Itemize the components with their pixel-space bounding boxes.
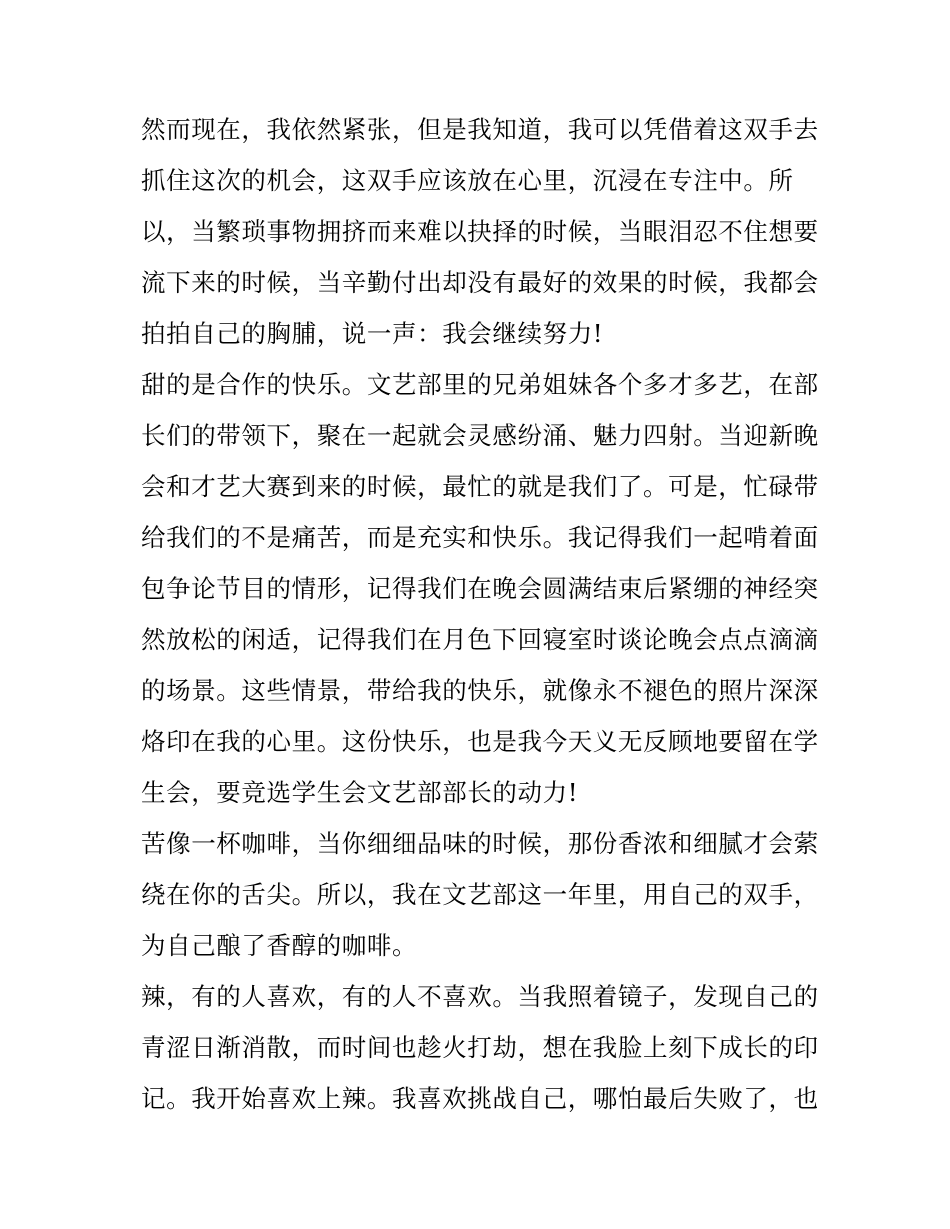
text-line: 苦像一杯咖啡，当你细细品味的时候，那份香浓和细腻才会萦: [141, 829, 819, 858]
text-line: 记。我开始喜欢上辣。我喜欢挑战自己，哪怕最后失败了，也: [141, 1084, 819, 1113]
text-line: 辣，有的人喜欢，有的人不喜欢。当我照着镜子，发现自己的: [141, 982, 819, 1011]
text-line: 为自己酿了香醇的咖啡。: [141, 931, 418, 960]
text-line: 流下来的时候，当辛勤付出却没有最好的效果的时候，我都会: [141, 268, 819, 297]
text-line: 会和才艺大赛到来的时候，最忙的就是我们了。可是，忙碌带: [141, 472, 819, 501]
text-line: 然放松的闲适，记得我们在月色下回寝室时谈论晚会点点滴滴: [141, 625, 819, 654]
text-line: 以，当繁琐事物拥挤而来难以抉择的时候，当眼泪忍不住想要: [141, 217, 819, 246]
text-line: 绕在你的舌尖。所以，我在文艺部这一年里，用自己的双手，: [141, 880, 819, 909]
text-line: 青涩日渐消散，而时间也趁火打劫，想在我脸上刻下成长的印: [141, 1033, 819, 1062]
text-line: 长们的带领下，聚在一起就会灵感纷涌、魅力四射。当迎新晚: [141, 421, 819, 450]
text-line: 然而现在，我依然紧张，但是我知道，我可以凭借着这双手去: [141, 115, 819, 144]
text-line: 生会，要竞选学生会文艺部部长的动力!: [141, 778, 579, 807]
text-line: 甜的是合作的快乐。文艺部里的兄弟姐妹各个多才多艺，在部: [141, 370, 819, 399]
text-line: 的场景。这些情景，带给我的快乐，就像永不褪色的照片深深: [141, 676, 819, 705]
document-body: [141, 104, 819, 1124]
text-line: 包争论节目的情形，记得我们在晚会圆满结束后紧绷的神经突: [141, 574, 819, 603]
text-line: 抓住这次的机会，这双手应该放在心里，沉浸在专注中。所: [141, 166, 794, 195]
text-line: 烙印在我的心里。这份快乐，也是我今天义无反顾地要留在学: [141, 727, 819, 756]
text-line: 拍拍自己的胸脯，说一声：我会继续努力!: [141, 319, 604, 348]
text-line: 给我们的不是痛苦，而是充实和快乐。我记得我们一起啃着面: [141, 523, 819, 552]
